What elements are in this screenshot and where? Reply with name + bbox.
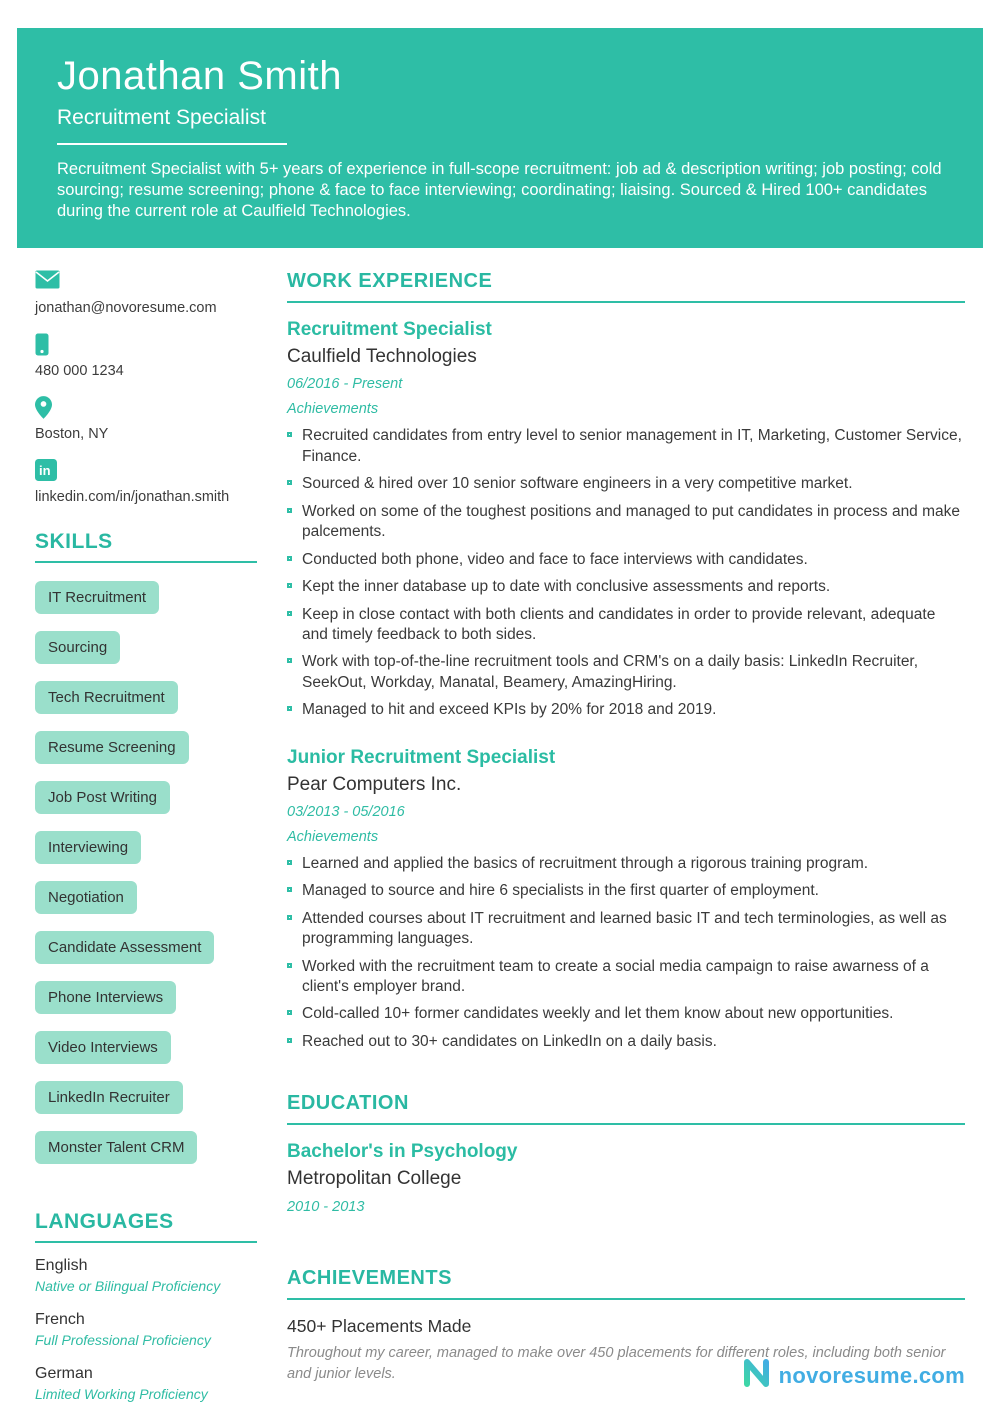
bullet-text: Conducted both phone, video and face to face interviews with candidates. <box>302 550 808 568</box>
job-entry <box>287 747 965 1053</box>
bullet-text: Managed to source and hire 6 specialists in the first quarter of employment. <box>302 882 819 900</box>
bullet-text: Worked with the recruitment team to create a social media campaign to raise awarness of a client's employer brand. <box>302 957 929 996</box>
contact-phone <box>35 333 257 380</box>
degree-title: Bachelor's in Psychology <box>287 1141 518 1163</box>
square-bullet-icon <box>287 611 292 616</box>
skill-tag: Job Post Writing <box>35 781 170 814</box>
square-bullet-icon <box>287 508 292 513</box>
job-title: Recruitment Specialist <box>287 319 492 341</box>
skill-tag: Resume Screening <box>35 731 189 764</box>
sidebar <box>35 270 257 1415</box>
location-value: Boston, NY <box>35 426 109 443</box>
contact-location <box>35 396 257 443</box>
achievement-bullet <box>287 426 965 467</box>
job-company: Caulfield Technologies <box>287 346 477 368</box>
language-proficiency: Full Professional Proficiency <box>35 1332 211 1349</box>
achievement-bullet <box>287 550 965 570</box>
achievement-bullet <box>287 502 965 543</box>
square-bullet-icon <box>287 583 292 588</box>
skill-tag: Interviewing <box>35 831 141 864</box>
linkedin-icon <box>35 459 257 481</box>
location-pin-icon <box>35 396 257 418</box>
job-title: Junior Recruitment Specialist <box>287 746 556 768</box>
candidate-name: Jonathan Smith <box>57 54 342 98</box>
bullet-text: Managed to hit and exceed KPIs by 20% for 2018 and 2019. <box>302 701 717 719</box>
skill-tag: Negotiation <box>35 881 137 914</box>
work-experience-section <box>287 270 965 1052</box>
achievement-bullet <box>287 652 965 693</box>
education-section <box>287 1092 965 1215</box>
skill-tag: IT Recruitment <box>35 581 159 614</box>
brand-text: novoresume.com <box>778 1362 965 1388</box>
achievement-bullet <box>287 577 965 597</box>
square-bullet-icon <box>287 480 292 485</box>
language-proficiency: Limited Working Proficiency <box>35 1386 208 1403</box>
square-bullet-icon <box>287 1010 292 1015</box>
square-bullet-icon <box>287 887 292 892</box>
achievement-description: Throughout my career, managed to make over 450 placements for different roles, including both senior and junior levels. <box>287 1345 946 1382</box>
bullet-text: Sourced & hired over 10 senior software engineers in a very competitive market. <box>302 475 853 493</box>
novoresume-logo-icon <box>742 1358 772 1393</box>
language-name: English <box>35 1257 88 1275</box>
novoresume-watermark[interactable] <box>742 1358 965 1393</box>
bullet-text: Keep in close contact with both clients and candidates in order to provide relevant, adequate and timely feedback to both sides. <box>302 605 936 643</box>
languages-section <box>35 1210 257 1402</box>
bullet-text: Cold-called 10+ former candidates weekly and let them know about new opportunities. <box>302 1005 894 1023</box>
job-dates: 03/2013 - 05/2016 <box>287 803 405 820</box>
achievement-bullet <box>287 1032 965 1052</box>
education-heading: EDUCATION <box>287 1092 965 1125</box>
bullet-text: Attended courses about IT recruitment and learned basic IT and tech terminologies, as well as programming languages. <box>302 909 947 948</box>
achievement-bullet <box>287 957 965 998</box>
candidate-title: Recruitment Specialist <box>57 106 266 129</box>
square-bullet-icon <box>287 915 292 920</box>
profile-summary: Recruitment Specialist with 5+ years of experience in full-scope recruitment: job ad & description writing; job posting; cold sourcing; resume screening; phone & face to face interviewing; coordinating; liaising. Sourced & Hired 100+ candidates during the current role at Caulfield Technologies. <box>57 160 942 221</box>
bullet-text: Work with top-of-the-line recruitment tools and CRM's on a daily basis: LinkedIn Recruiter, SeekOut, Workday, Manatal, Beamery, AmazingHiring. <box>302 653 919 691</box>
school-name: Metropolitan College <box>287 1168 462 1190</box>
resume-body <box>35 270 965 1415</box>
achievement-bullet <box>287 700 965 720</box>
achievements-label: Achievements <box>287 401 379 418</box>
language-name: French <box>35 1311 85 1329</box>
skill-tag: LinkedIn Recruiter <box>35 1081 183 1114</box>
svg-text:in: in <box>39 463 51 479</box>
title-underline <box>57 143 287 145</box>
bullet-text: Worked on some of the toughest positions and managed to put candidates in process and make palcements. <box>302 502 961 541</box>
skill-tag: Sourcing <box>35 631 120 664</box>
mail-icon <box>35 270 257 292</box>
achievement-bullet <box>287 854 965 874</box>
bullet-text: Reached out to 30+ candidates on LinkedIn on a daily basis. <box>302 1032 717 1050</box>
main-column <box>287 270 965 1415</box>
language-item <box>35 1257 257 1294</box>
square-bullet-icon <box>287 860 292 865</box>
skills-heading: SKILLS <box>35 530 257 563</box>
language-item <box>35 1365 257 1402</box>
language-proficiency: Native or Bilingual Proficiency <box>35 1278 221 1295</box>
job-dates: 06/2016 - Present <box>287 376 403 393</box>
square-bullet-icon <box>287 963 292 968</box>
bullet-text: Kept the inner database up to date with conclusive assessments and reports. <box>302 578 831 596</box>
skill-tag: Monster Talent CRM <box>35 1131 197 1164</box>
contact-email <box>35 270 257 317</box>
square-bullet-icon <box>287 706 292 711</box>
achievement-bullet <box>287 474 965 494</box>
achievements-label: Achievements <box>287 828 379 845</box>
square-bullet-icon <box>287 658 292 663</box>
languages-heading: LANGUAGES <box>35 1210 257 1243</box>
email-value[interactable]: jonathan@novoresume.com <box>35 300 217 317</box>
language-name: German <box>35 1365 93 1383</box>
linkedin-value[interactable]: linkedin.com/in/jonathan.smith <box>35 489 230 506</box>
phone-icon <box>35 333 257 355</box>
achievement-title: 450+ Placements Made <box>287 1316 472 1337</box>
job-entry <box>287 319 965 720</box>
achievement-bullet <box>287 881 965 901</box>
job-company: Pear Computers Inc. <box>287 773 462 795</box>
skills-section <box>35 530 257 1164</box>
resume-header <box>17 28 983 248</box>
education-dates: 2010 - 2013 <box>287 1199 365 1216</box>
work-experience-heading: WORK EXPERIENCE <box>287 270 965 303</box>
skill-tag: Phone Interviews <box>35 981 176 1014</box>
phone-value: 480 000 1234 <box>35 363 124 380</box>
achievements-heading: ACHIEVEMENTS <box>287 1267 965 1300</box>
square-bullet-icon <box>287 432 292 437</box>
skill-tag: Candidate Assessment <box>35 931 214 964</box>
square-bullet-icon <box>287 1038 292 1043</box>
skill-tag: Tech Recruitment <box>35 681 178 714</box>
bullet-text: Learned and applied the basics of recruitment through a rigorous training program. <box>302 854 869 872</box>
achievement-bullet <box>287 605 965 646</box>
contact-linkedin <box>35 459 257 506</box>
bullet-text: Recruited candidates from entry level to senior management in IT, Marketing, Customer Service, Finance. <box>302 427 962 465</box>
language-item <box>35 1311 257 1348</box>
square-bullet-icon <box>287 556 292 561</box>
skill-tag: Video Interviews <box>35 1031 171 1064</box>
achievement-bullet <box>287 1004 965 1024</box>
achievement-bullet <box>287 909 965 950</box>
